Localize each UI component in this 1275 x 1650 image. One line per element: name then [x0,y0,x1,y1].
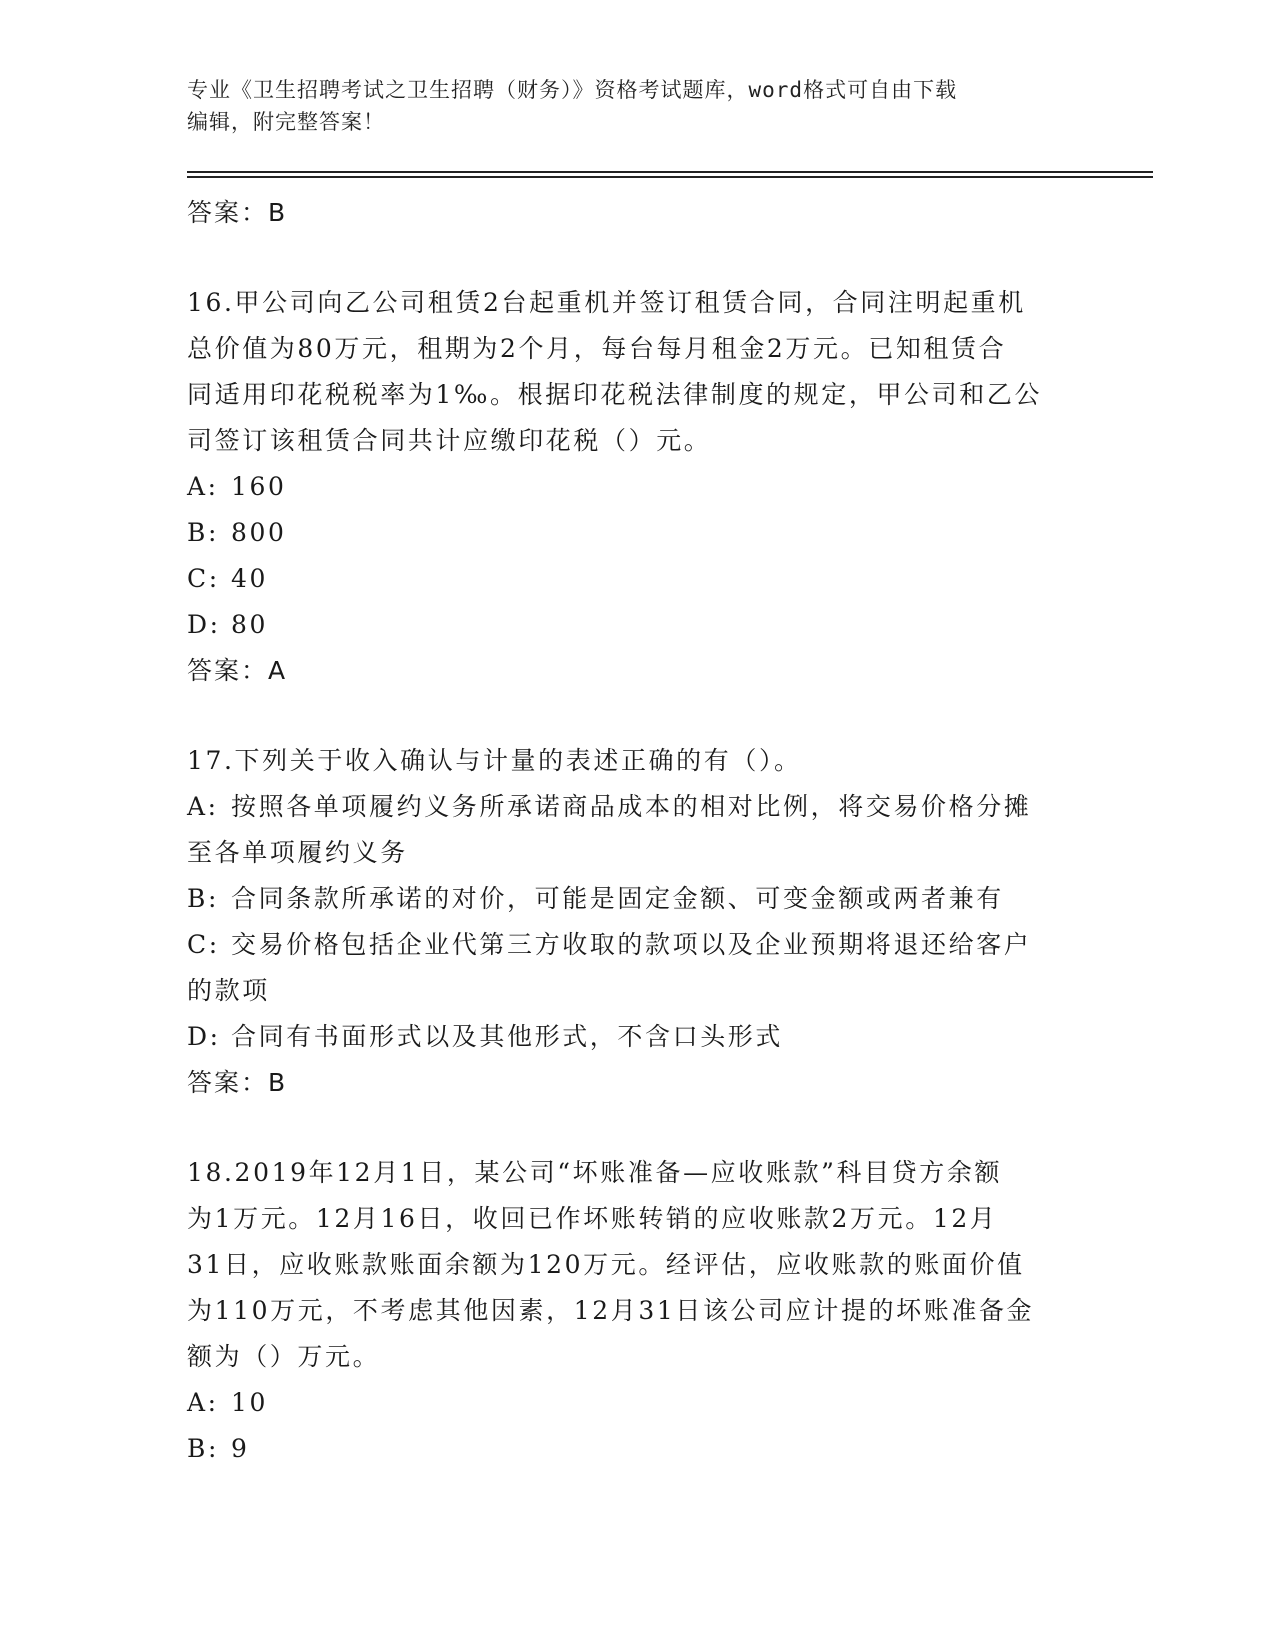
option-text: 按照各单项履约义务所承诺商品成本的相对比例，将交易价格分摊 [231,792,1032,821]
question-17-option-c-continued [187,968,1087,1014]
header-rule-upper [187,171,1153,173]
option-text: 合同有书面形式以及其他形式，不含口头形式 [231,1022,784,1051]
option-prefix: C: [187,930,220,959]
option-prefix: B: [187,518,219,547]
spacer [187,1106,1087,1150]
option-text: 至各单项履约义务 [187,838,408,867]
option-prefix: A: [187,792,219,821]
question-16-stem-line: 司签订该租赁合同共计应缴印花税（）元。 [187,426,712,455]
option-text: 80 [231,610,269,639]
question-16-option-d [187,602,1087,648]
option-prefix: A: [187,472,219,501]
question-18-stem-line: 为1万元。12月16日，收回已作坏账转销的应收账款2万元。12月 [187,1204,998,1233]
header-rule-lower [187,176,1153,178]
question-18-option-b [187,1426,1087,1472]
question-17-option-d [187,1014,1087,1060]
answer-previous: 答案：B [187,198,288,227]
option-text: 合同条款所承诺的对价，可能是固定金额、可变金额或两者兼有 [231,884,1004,913]
question-17-option-b [187,876,1087,922]
option-prefix: A: [187,1388,219,1417]
option-text: 800 [231,518,287,547]
question-16-stem-line: 16.甲公司向乙公司租赁2台起重机并签订租赁合同，合同注明起重机 [187,288,1026,317]
option-text: 的款项 [187,976,270,1005]
question-18-stem-line: 为110万元，不考虑其他因素，12月31日该公司应计提的坏账准备金 [187,1296,1035,1325]
spacer [187,694,1087,738]
question-17 [187,738,1087,1106]
header-line-1: 专业《卫生招聘考试之卫生招聘（财务）》资格考试题库，word格式可自由下载 [187,78,958,102]
option-text: 10 [231,1388,269,1417]
header-line-2: 编辑，附完整答案！ [187,110,385,134]
question-16-answer: 答案：A [187,656,288,685]
question-16-option-c [187,556,1087,602]
question-16-option-a [187,464,1087,510]
question-17-answer: 答案：B [187,1068,288,1097]
question-16-stem-line: 同适用印花税税率为1‰。根据印花税法律制度的规定，甲公司和乙公 [187,380,1043,409]
question-18-stem-line: 18.2019年12月1日，某公司“坏账准备—应收账款”科目贷方余额 [187,1158,1003,1187]
option-text: 交易价格包括企业代第三方收取的款项以及企业预期将退还给客户 [231,930,1032,959]
question-16-option-b [187,510,1087,556]
option-prefix: C: [187,564,220,593]
option-text: 40 [231,564,269,593]
spacer [187,236,1087,280]
option-text: 160 [231,472,287,501]
option-prefix: D: [187,610,221,639]
question-17-stem-line: 17.下列关于收入确认与计量的表述正确的有（）。 [187,746,802,775]
question-18-stem-line: 额为（）万元。 [187,1342,381,1371]
question-17-option-a [187,784,1087,830]
question-17-option-c [187,922,1087,968]
question-18-option-a [187,1380,1087,1426]
option-prefix: D: [187,1022,221,1051]
option-prefix: B: [187,884,219,913]
option-text: 9 [231,1434,250,1463]
question-18 [187,1150,1087,1472]
question-content [187,190,1087,1472]
document-header [187,74,1067,138]
option-prefix: B: [187,1434,219,1463]
question-17-option-a-continued [187,830,1087,876]
question-16 [187,280,1087,694]
question-18-stem-line: 31日，应收账款账面余额为120万元。经评估，应收账款的账面价值 [187,1250,1025,1279]
question-16-stem-line: 总价值为80万元，租期为2个月，每台每月租金2万元。已知租赁合 [187,334,1007,363]
